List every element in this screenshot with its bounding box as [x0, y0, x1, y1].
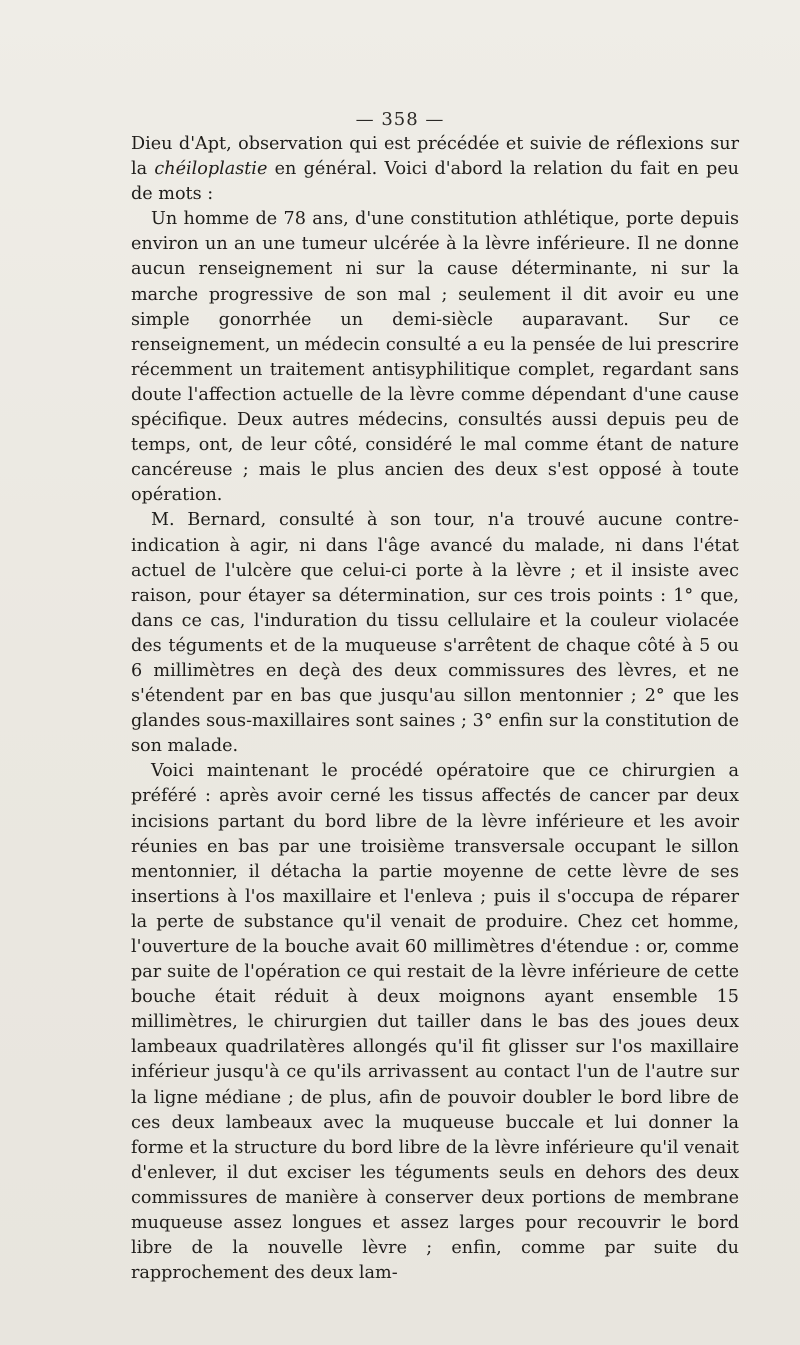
paragraph-1-text-b: en général. Voici d'abord la relation du fait en peu de mots : [131, 159, 739, 205]
paragraph-4 [131, 759, 739, 1286]
paragraph-2 [131, 207, 739, 508]
paragraph-3-text: M. Bernard, consulté à son tour, n'a trouvé aucune contre-indication à agir, ni dans l'âge avancé du malade, ni dans l'état actuel de l'ulcère que celui-ci porte à la lèvre ; et il insiste avec raison, pour étayer sa détermination, sur ces trois points : 1° que, dans ce cas, l'induration du tissu cellulaire et la couleur violacée des téguments et de la muqueuse s'arrêtent de chaque côté à 5 ou 6 millimètres en deçà des deux commissures des lèvres, et ne s'étendent par en bas que jusqu'au sillon mentonnier ; 2° que les glandes sous-maxillaires sont saines ; 3° enfin sur la constitution de son malade. [131, 510, 739, 757]
page-number: — 358 — [355, 109, 445, 130]
paragraph-1 [131, 132, 739, 207]
paragraph-4-text: Voici maintenant le procédé opératoire que ce chirurgien a préféré : après avoir cerné les tissus affectés de cancer par deux incisions partant du bord libre de la lèvre inférieure et les avoir réunies en bas par une troisième transversale occupant le sillon mentonnier, il détacha la partie moyenne de cette lèvre de ses insertions à l'os maxillaire et l'enleva ; puis il s'occupa de réparer la perte de substance qu'il venait de produire. Chez cet homme, l'ouverture de la bouche avait 60 millimètres d'étendue : or, comme par suite de l'opération ce qui restait de la lèvre inférieure de cette bouche était réduit à deux moignons ayant ensemble 15 millimètres, le chirurgien dut tailler dans le bas des joues deux lambeaux quadrilatères allongés qu'il fit glisser sur l'os maxillaire inférieur jusqu'à ce qu'ils arrivassent au contact l'un de l'autre sur la ligne médiane ; de plus, afin de pouvoir doubler le bord libre de ces deux lambeaux avec la muqueuse buccale et lui donner la forme et la structure du bord libre de la lèvre inférieure qu'il venait d'enlever, il dut exciser les téguments seuls en dehors des deux commissures de manière à conserver deux portions de membrane muqueuse assez longues et assez larges pour recouvrir le bord libre de la nouvelle lèvre ; enfin, comme par suite du rapprochement des deux lam- [131, 761, 739, 1284]
paragraph-1-italic-term: chéiloplastie [154, 159, 268, 180]
body-text [131, 132, 739, 1286]
paragraph-2-text: Un homme de 78 ans, d'une constitution athlétique, porte depuis environ un an une tumeur ulcérée à la lèvre inférieure. Il ne donne aucun renseignement ni sur la cause déterminante, ni sur la marche progressive de son mal ; seulement il dit avoir eu une simple gonorrhée un demi-siècle auparavant. Sur ce renseignement, un médecin consulté a eu la pensée de lui prescrire récemment un traitement antisyphilitique complet, regardant sans doute l'affection actuelle de la lèvre comme dépendant d'une cause spécifique. Deux autres médecins, consultés aussi depuis peu de temps, ont, de leur côté, considéré le mal comme étant de nature cancéreuse ; mais le plus ancien des deux s'est opposé à toute opération. [131, 209, 739, 506]
paragraph-1-text-a: Dieu d'Apt, observation qui est précédée et suivie de réflexions sur la [131, 134, 739, 180]
paragraph-3 [131, 508, 739, 759]
